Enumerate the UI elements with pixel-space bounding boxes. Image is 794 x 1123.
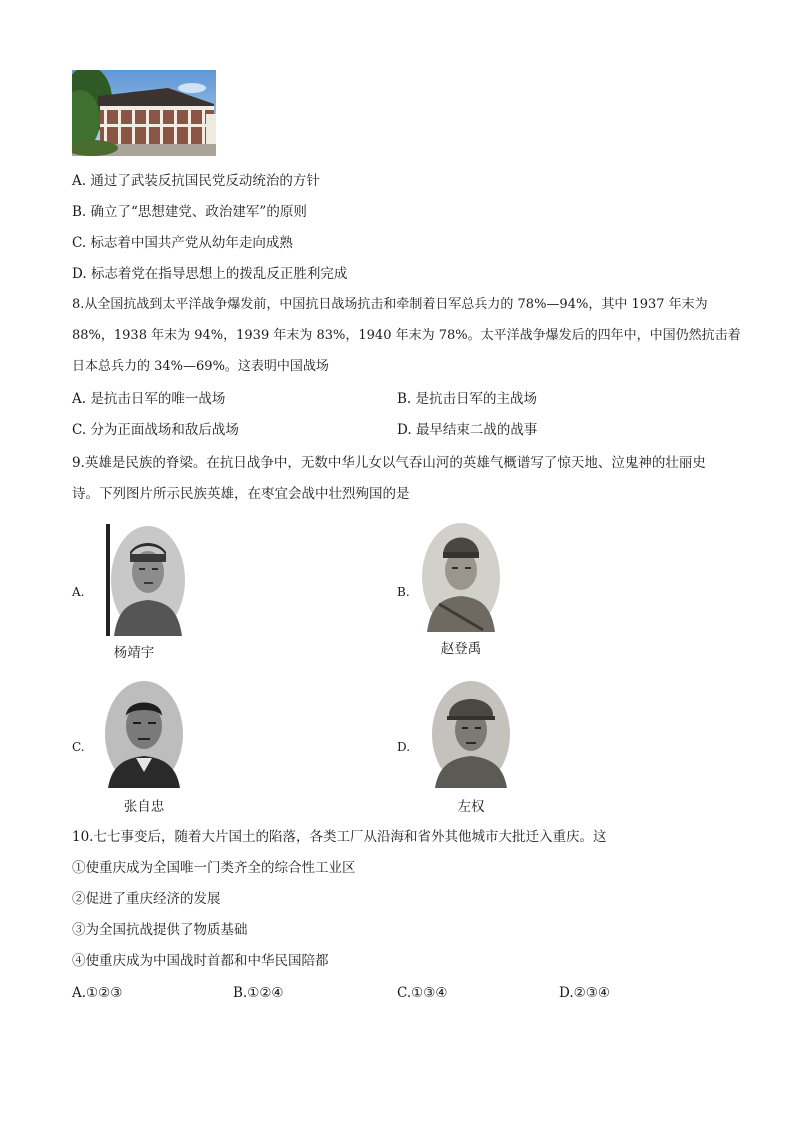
q8-option-b: B. 是抗击日军的主战场 bbox=[397, 391, 538, 407]
q9-caption-c: 张自忠 bbox=[123, 799, 165, 815]
q9-stem-line-2: 诗。下列图片所示民族英雄，在枣宜会战中壮烈殉国的是 bbox=[72, 486, 410, 502]
q10-item-1: ①使重庆成为全国唯一门类齐全的综合性工业区 bbox=[72, 860, 356, 876]
portrait-photo-a bbox=[106, 524, 186, 636]
q7-option-b: B. 确立了“思想建党、政治建军”的原则 bbox=[72, 204, 307, 220]
q8-stem-line-2: 88%，1938 年末为 94%，1939 年末为 83%，1940 年末为 78%。太平洋战争爆发后的四年中，中国仍然抗击着 bbox=[72, 328, 741, 343]
portrait-photo-d bbox=[431, 680, 511, 788]
q9-caption-d: 左权 bbox=[457, 799, 485, 815]
q8-stem-line-3: 日本总兵力的 34%—69%。这表明中国战场 bbox=[72, 359, 329, 374]
q8-option-d: D. 最早结束二战的战事 bbox=[397, 422, 538, 438]
q10-option-b: B.①②④ bbox=[233, 985, 284, 1001]
q10-item-4: ④使重庆成为中国战时首都和中华民国陪都 bbox=[72, 953, 329, 969]
q9-option-d-letter: D. bbox=[397, 740, 411, 754]
q9-option-c-letter: C. bbox=[72, 740, 85, 754]
q7-option-c: C. 标志着中国共产党从幼年走向成熟 bbox=[72, 235, 293, 251]
q10-option-c: C.①③④ bbox=[397, 985, 448, 1001]
q7-option-a: A. 通过了武装反抗国民党反动统治的方针 bbox=[72, 173, 320, 189]
q10-option-d: D.②③④ bbox=[559, 985, 610, 1001]
q8-option-c: C. 分为正面战场和敌后战场 bbox=[72, 422, 239, 438]
q9-caption-b: 赵登禹 bbox=[440, 641, 482, 657]
q10-option-a: A.①②③ bbox=[72, 985, 123, 1001]
q10-item-2: ②促进了重庆经济的发展 bbox=[72, 891, 221, 907]
q10-stem: 10.七七事变后，随着大片国土的陷落，各类工厂从沿海和省外其他城市大批迁入重庆。这 bbox=[72, 829, 607, 845]
q8-stem-line-1: 8.从全国抗战到太平洋战争爆发前，中国抗日战场抗击和牵制着日军总兵力的 78%—94%，其中 1937 年末为 bbox=[72, 297, 708, 312]
q8-option-a: A. 是抗击日军的唯一战场 bbox=[72, 391, 226, 407]
q10-item-3: ③为全国抗战提供了物质基础 bbox=[72, 922, 248, 938]
q9-caption-a: 杨靖宇 bbox=[113, 645, 155, 661]
q9-option-b-letter: B. bbox=[397, 585, 410, 599]
q9-option-a-letter: A. bbox=[72, 585, 85, 599]
q7-option-d: D. 标志着党在指导思想上的拨乱反正胜利完成 bbox=[72, 266, 348, 282]
portrait-photo-b bbox=[421, 522, 501, 632]
q9-stem-line-1: 9.英雄是民族的脊梁。在抗日战争中，无数中华儿女以气吞山河的英雄气概谱写了惊天地、泣鬼神的壮丽史 bbox=[72, 455, 706, 471]
portrait-photo-c bbox=[104, 680, 184, 788]
building-photo bbox=[72, 70, 216, 156]
